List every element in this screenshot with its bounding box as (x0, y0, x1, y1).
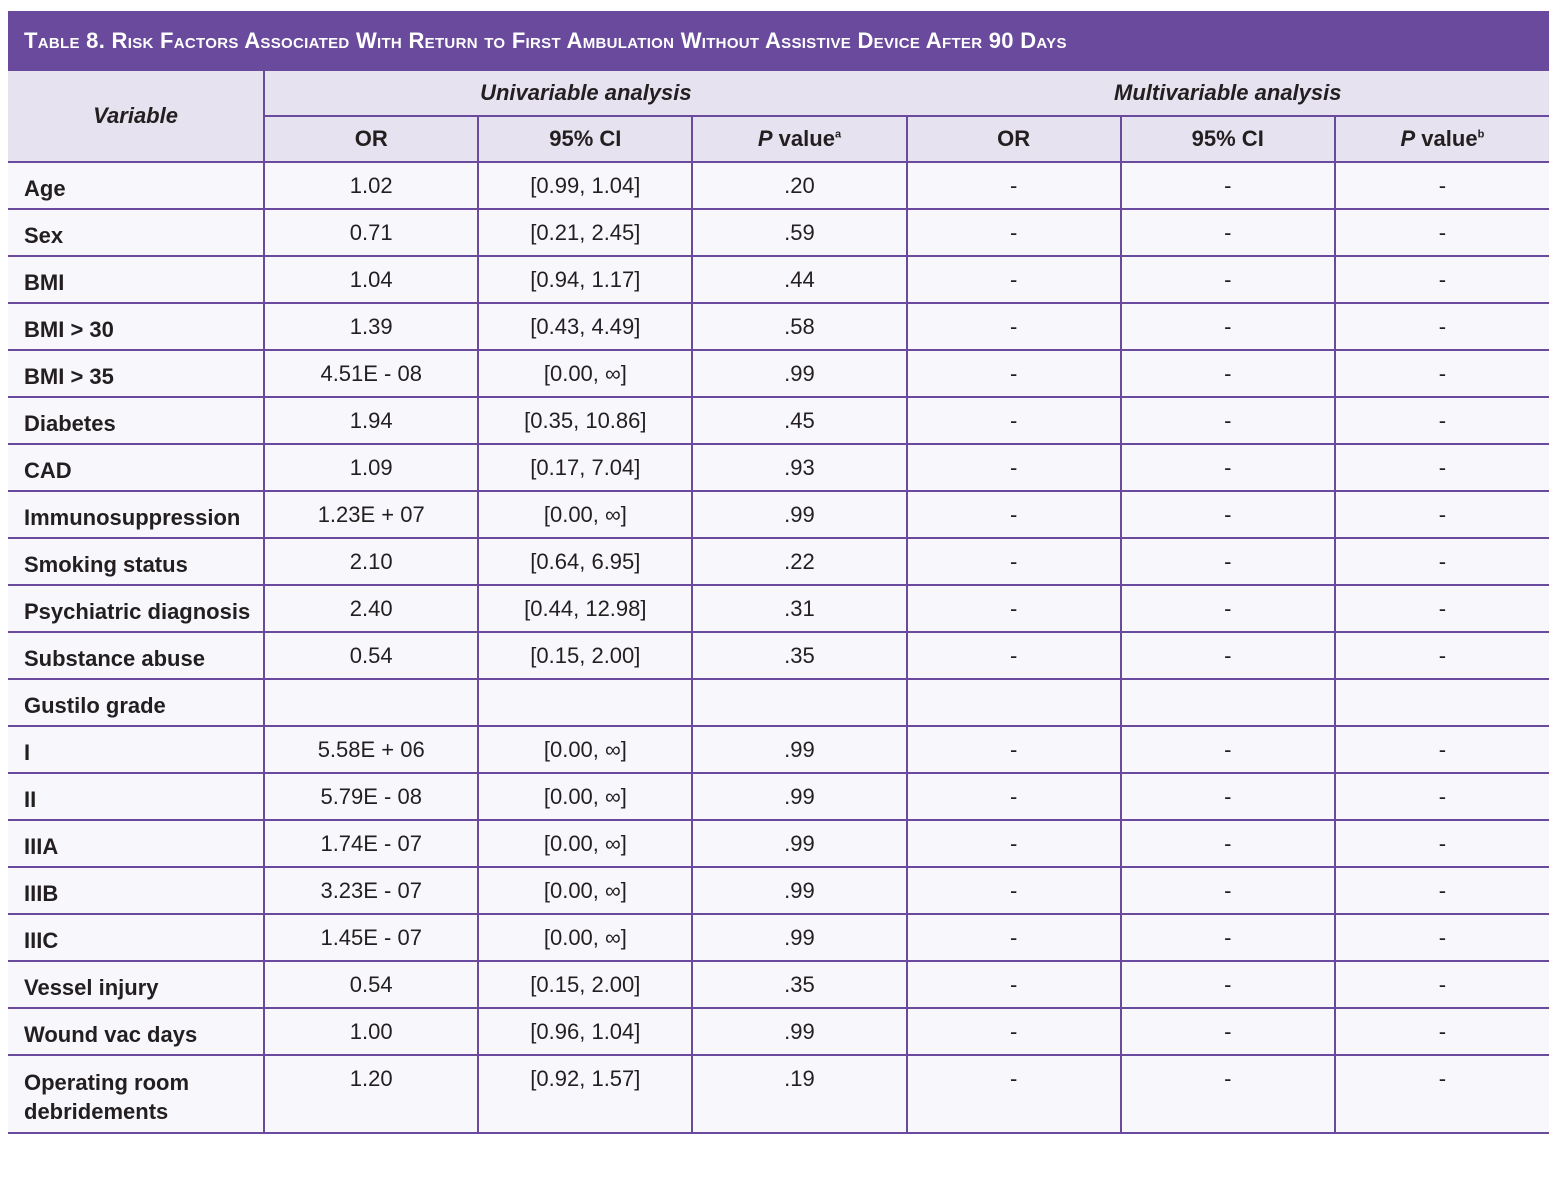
multi-p-cell: - (1335, 538, 1549, 585)
uni-ci-cell: [0.96, 1.04] (478, 1008, 692, 1055)
uni-ci-cell: [0.00, ∞] (478, 867, 692, 914)
multivariable-header: Multivariable analysis (907, 71, 1549, 116)
uni-or-cell: 0.54 (264, 961, 478, 1008)
variable-cell: I (8, 726, 264, 773)
multi-p-cell (1335, 679, 1549, 726)
uni-p-cell: .99 (692, 914, 906, 961)
variable-cell: IIIA (8, 820, 264, 867)
uni-p-cell: .99 (692, 726, 906, 773)
variable-cell: Diabetes (8, 397, 264, 444)
uni-or-cell: 5.58E + 06 (264, 726, 478, 773)
multi-ci-cell: - (1121, 209, 1335, 256)
multi-or-cell: - (907, 303, 1121, 350)
variable-cell: Sex (8, 209, 264, 256)
uni-or-cell: 4.51E - 08 (264, 350, 478, 397)
variable-header: Variable (8, 71, 264, 162)
variable-cell: Operating room debridements (8, 1055, 264, 1133)
table-row (8, 632, 1549, 679)
uni-p-cell: .20 (692, 162, 906, 209)
uni-ci-cell: [0.00, ∞] (478, 726, 692, 773)
variable-cell: Immunosuppression (8, 491, 264, 538)
variable-cell: Age (8, 162, 264, 209)
multi-ci-cell: - (1121, 350, 1335, 397)
multi-ci-cell: - (1121, 538, 1335, 585)
multi-ci-header: 95% CI (1121, 116, 1335, 162)
table-row (8, 256, 1549, 303)
variable-cell: IIIC (8, 914, 264, 961)
uni-or-cell: 1.20 (264, 1055, 478, 1133)
multi-or-cell: - (907, 1008, 1121, 1055)
multi-ci-cell: - (1121, 1008, 1335, 1055)
multi-p-cell: - (1335, 350, 1549, 397)
variable-cell: Substance abuse (8, 632, 264, 679)
multi-or-cell: - (907, 773, 1121, 820)
table-body (8, 162, 1549, 1133)
multi-or-cell: - (907, 491, 1121, 538)
table-row (8, 491, 1549, 538)
multi-or-cell: - (907, 444, 1121, 491)
multi-ci-cell: - (1121, 632, 1335, 679)
uni-or-cell: 5.79E - 08 (264, 773, 478, 820)
multi-or-cell (907, 679, 1121, 726)
multi-p-cell: - (1335, 1055, 1549, 1133)
uni-or-cell: 1.45E - 07 (264, 914, 478, 961)
multi-p-cell: - (1335, 773, 1549, 820)
uni-ci-cell: [0.00, ∞] (478, 820, 692, 867)
uni-p-cell: .99 (692, 1008, 906, 1055)
multi-p-cell: - (1335, 1008, 1549, 1055)
table-row (8, 209, 1549, 256)
variable-cell: BMI (8, 256, 264, 303)
uni-p-cell: .99 (692, 491, 906, 538)
multi-p-cell: - (1335, 256, 1549, 303)
multi-ci-cell: - (1121, 820, 1335, 867)
uni-or-cell: 0.54 (264, 632, 478, 679)
uni-p-cell: .19 (692, 1055, 906, 1133)
multi-p-cell: - (1335, 303, 1549, 350)
uni-p-cell: .99 (692, 867, 906, 914)
uni-ci-cell: [0.92, 1.57] (478, 1055, 692, 1133)
multi-p-cell: - (1335, 961, 1549, 1008)
uni-p-cell (692, 679, 906, 726)
multi-ci-cell (1121, 679, 1335, 726)
multi-p-cell: - (1335, 820, 1549, 867)
uni-or-cell (264, 679, 478, 726)
multi-ci-cell: - (1121, 491, 1335, 538)
uni-or-cell: 2.40 (264, 585, 478, 632)
table-row (8, 679, 1549, 726)
multi-ci-cell: - (1121, 162, 1335, 209)
uni-or-cell: 1.00 (264, 1008, 478, 1055)
table-row (8, 585, 1549, 632)
table-row (8, 1055, 1549, 1133)
table-row (8, 397, 1549, 444)
multi-p-cell: - (1335, 444, 1549, 491)
multi-or-header: OR (907, 116, 1121, 162)
multi-p-cell: - (1335, 632, 1549, 679)
table-row (8, 444, 1549, 491)
multi-ci-cell: - (1121, 585, 1335, 632)
variable-cell: Wound vac days (8, 1008, 264, 1055)
uni-p-cell: .31 (692, 585, 906, 632)
uni-p-cell: .99 (692, 773, 906, 820)
multi-ci-cell: - (1121, 726, 1335, 773)
uni-ci-cell: [0.00, ∞] (478, 914, 692, 961)
uni-or-cell: 2.10 (264, 538, 478, 585)
p-letter: P (757, 126, 773, 151)
uni-ci-cell: [0.35, 10.86] (478, 397, 692, 444)
uni-or-cell: 1.09 (264, 444, 478, 491)
uni-p-cell: .35 (692, 961, 906, 1008)
table-title: Table 8. Risk Factors Associated With Return to First Ambulation Without Assistive Device After 90 Days (8, 11, 1549, 71)
uni-p-cell: .22 (692, 538, 906, 585)
multi-p-cell: - (1335, 209, 1549, 256)
multi-ci-cell: - (1121, 256, 1335, 303)
p-letter: P (1400, 126, 1416, 151)
table-row (8, 1008, 1549, 1055)
uni-ci-cell: [0.64, 6.95] (478, 538, 692, 585)
table-row (8, 162, 1549, 209)
multi-or-cell: - (907, 162, 1121, 209)
uni-p-cell: .93 (692, 444, 906, 491)
multi-or-cell: - (907, 538, 1121, 585)
footnote-a: a (834, 128, 842, 141)
uni-or-cell: 1.74E - 07 (264, 820, 478, 867)
uni-p-cell: .99 (692, 350, 906, 397)
multi-or-cell: - (907, 867, 1121, 914)
variable-cell: Gustilo grade (8, 679, 264, 726)
multi-or-cell: - (907, 350, 1121, 397)
uni-ci-cell: [0.99, 1.04] (478, 162, 692, 209)
multi-p-cell: - (1335, 397, 1549, 444)
uni-or-cell: 0.71 (264, 209, 478, 256)
table-row (8, 726, 1549, 773)
multi-or-cell: - (907, 397, 1121, 444)
table-row (8, 914, 1549, 961)
multi-p-cell: - (1335, 491, 1549, 538)
uni-or-cell: 1.23E + 07 (264, 491, 478, 538)
table-row (8, 820, 1549, 867)
multi-ci-cell: - (1121, 1055, 1335, 1133)
multi-ci-cell: - (1121, 444, 1335, 491)
table-row (8, 350, 1549, 397)
multi-or-cell: - (907, 1055, 1121, 1133)
univariable-header: Univariable analysis (264, 71, 906, 116)
multi-p-cell: - (1335, 914, 1549, 961)
uni-ci-cell: [0.17, 7.04] (478, 444, 692, 491)
uni-ci-cell: [0.44, 12.98] (478, 585, 692, 632)
multi-ci-cell: - (1121, 397, 1335, 444)
uni-or-cell: 1.94 (264, 397, 478, 444)
footnote-b: b (1477, 128, 1485, 141)
uni-or-cell: 1.39 (264, 303, 478, 350)
table-container (8, 11, 1549, 1134)
uni-or-cell: 1.02 (264, 162, 478, 209)
multi-or-cell: - (907, 961, 1121, 1008)
table-row (8, 773, 1549, 820)
multi-or-cell: - (907, 632, 1121, 679)
variable-cell: BMI > 35 (8, 350, 264, 397)
multi-or-cell: - (907, 256, 1121, 303)
uni-p-header (692, 116, 906, 162)
multi-ci-cell: - (1121, 867, 1335, 914)
uni-ci-cell: [0.00, ∞] (478, 350, 692, 397)
variable-cell: BMI > 30 (8, 303, 264, 350)
multi-ci-cell: - (1121, 303, 1335, 350)
multi-ci-cell: - (1121, 961, 1335, 1008)
variable-cell: Vessel injury (8, 961, 264, 1008)
uni-ci-cell: [0.21, 2.45] (478, 209, 692, 256)
uni-or-cell: 3.23E - 07 (264, 867, 478, 914)
p-value-text: value (772, 126, 835, 151)
risk-factor-table (8, 71, 1549, 1134)
multi-ci-cell: - (1121, 773, 1335, 820)
variable-cell: Psychiatric diagnosis (8, 585, 264, 632)
uni-ci-cell: [0.15, 2.00] (478, 961, 692, 1008)
p-value-text: value (1415, 126, 1478, 151)
uni-or-cell: 1.04 (264, 256, 478, 303)
multi-or-cell: - (907, 585, 1121, 632)
multi-p-header (1335, 116, 1549, 162)
variable-cell: IIIB (8, 867, 264, 914)
multi-or-cell: - (907, 209, 1121, 256)
multi-p-cell: - (1335, 867, 1549, 914)
uni-ci-header: 95% CI (478, 116, 692, 162)
table-row (8, 303, 1549, 350)
uni-p-cell: .44 (692, 256, 906, 303)
uni-ci-cell: [0.00, ∞] (478, 773, 692, 820)
uni-p-cell: .99 (692, 820, 906, 867)
uni-or-header: OR (264, 116, 478, 162)
table-row (8, 961, 1549, 1008)
uni-ci-cell: [0.15, 2.00] (478, 632, 692, 679)
multi-or-cell: - (907, 820, 1121, 867)
multi-p-cell: - (1335, 726, 1549, 773)
table-row (8, 867, 1549, 914)
uni-p-cell: .58 (692, 303, 906, 350)
uni-p-cell: .45 (692, 397, 906, 444)
multi-or-cell: - (907, 726, 1121, 773)
multi-p-cell: - (1335, 585, 1549, 632)
uni-p-cell: .59 (692, 209, 906, 256)
variable-cell: Smoking status (8, 538, 264, 585)
variable-cell: II (8, 773, 264, 820)
uni-ci-cell (478, 679, 692, 726)
uni-ci-cell: [0.43, 4.49] (478, 303, 692, 350)
uni-ci-cell: [0.00, ∞] (478, 491, 692, 538)
variable-cell: CAD (8, 444, 264, 491)
uni-ci-cell: [0.94, 1.17] (478, 256, 692, 303)
multi-ci-cell: - (1121, 914, 1335, 961)
table-row (8, 538, 1549, 585)
multi-p-cell: - (1335, 162, 1549, 209)
uni-p-cell: .35 (692, 632, 906, 679)
multi-or-cell: - (907, 914, 1121, 961)
